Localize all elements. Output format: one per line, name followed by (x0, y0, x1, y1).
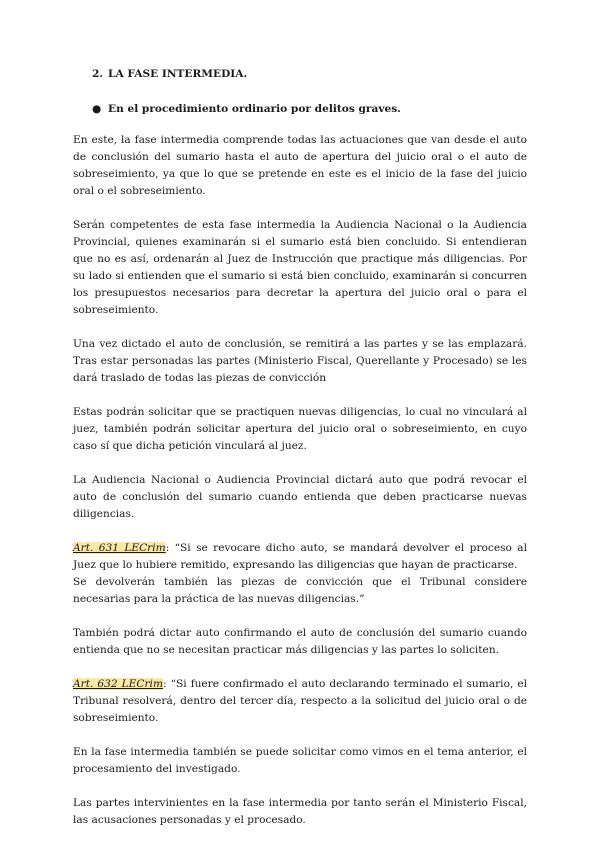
paragraph-7: En la fase intermedia también se puede solicitar como vimos en el tema anterior, el procesamiento del investigado. (73, 746, 527, 775)
article-631-text-a: : “Si se revocare dicho auto, se mandará devolver el proceso al Juez que lo hubiere remitido, expresando las diligencias que hayan de practicarse. (73, 542, 527, 571)
article-631-quote-cont: Se devolverán también las piezas de convicción que el Tribunal considere necesarias para la práctica de las nuevas diligencias.” (73, 576, 527, 605)
article-632-text: : “Si fuere confirmado el auto declarando terminado el sumario, el Tribunal resolverá, dentro del tercer día, respecto a la solicitud del juicio oral o de sobreseimiento. (73, 678, 528, 724)
article-631-reference: Art. 631 LECrim (73, 542, 166, 554)
paragraph-4: Estas podrán solicitar que se practiquen nuevas diligencias, lo cual no vinculará al juez, también podrán solicitar apertura del juicio oral o sobreseimiento, en cuyo caso sí que dicha petición vinculará al juez. (73, 406, 527, 452)
bullet-dot-icon: ● (92, 103, 102, 115)
paragraph-3: Una vez dictado el auto de conclusión, se remitirá a las partes y se las emplazará. Tras estar personadas las partes (Ministerio Fiscal, Querellante y Procesado) se les dará traslado de todas las piezas de convicción (73, 338, 527, 384)
article-631-quote (73, 540, 527, 574)
paragraph-8: Las partes intervinientes en la fase intermedia por tanto serán el Ministerio Fiscal, las acusaciones personadas y el procesado. (73, 797, 527, 826)
paragraph-6: También podrá dictar auto confirmando el auto de conclusión del sumario cuando entienda que no se necesitan practicar más diligencias y las partes lo soliciten. (73, 627, 527, 656)
paragraph-2: Serán competentes de esta fase intermedia la Audiencia Nacional o la Audiencia Provincial, quienes examinarán si el sumario está bien concluido. Si entendieran que no es así, ordenarán al Juez de Instrucción que practique más diligencias. Por su lado si entienden que el sumario si está bien concluido, examinarán si concurren los presupuestos necesarios para decretar la apertura del juicio oral o para el sobreseimiento. (73, 219, 527, 316)
section-number: 2. (92, 68, 104, 80)
article-632-quote (73, 676, 527, 727)
bullet-text: En el procedimiento ordinario por delitos graves. (108, 103, 401, 115)
paragraph-1: En este, la fase intermedia comprende todas las actuaciones que van desde el auto de conclusión del sumario hasta el auto de apertura del juicio oral o el auto de sobreseimiento, ya que lo que se pretende en este es el inicio de la fase del juicio oral o el sobreseimiento. (73, 134, 527, 197)
section-heading (92, 66, 527, 83)
article-632-reference: Art. 632 LECrim (73, 678, 163, 690)
paragraph-5: La Audiencia Nacional o Audiencia Provincial dictará auto que podrá revocar el auto de conclusión del sumario cuando entienda que deben practicarse nuevas diligencias. (73, 474, 527, 520)
section-title: LA FASE INTERMEDIA. (108, 68, 248, 80)
bullet-heading (92, 101, 527, 118)
